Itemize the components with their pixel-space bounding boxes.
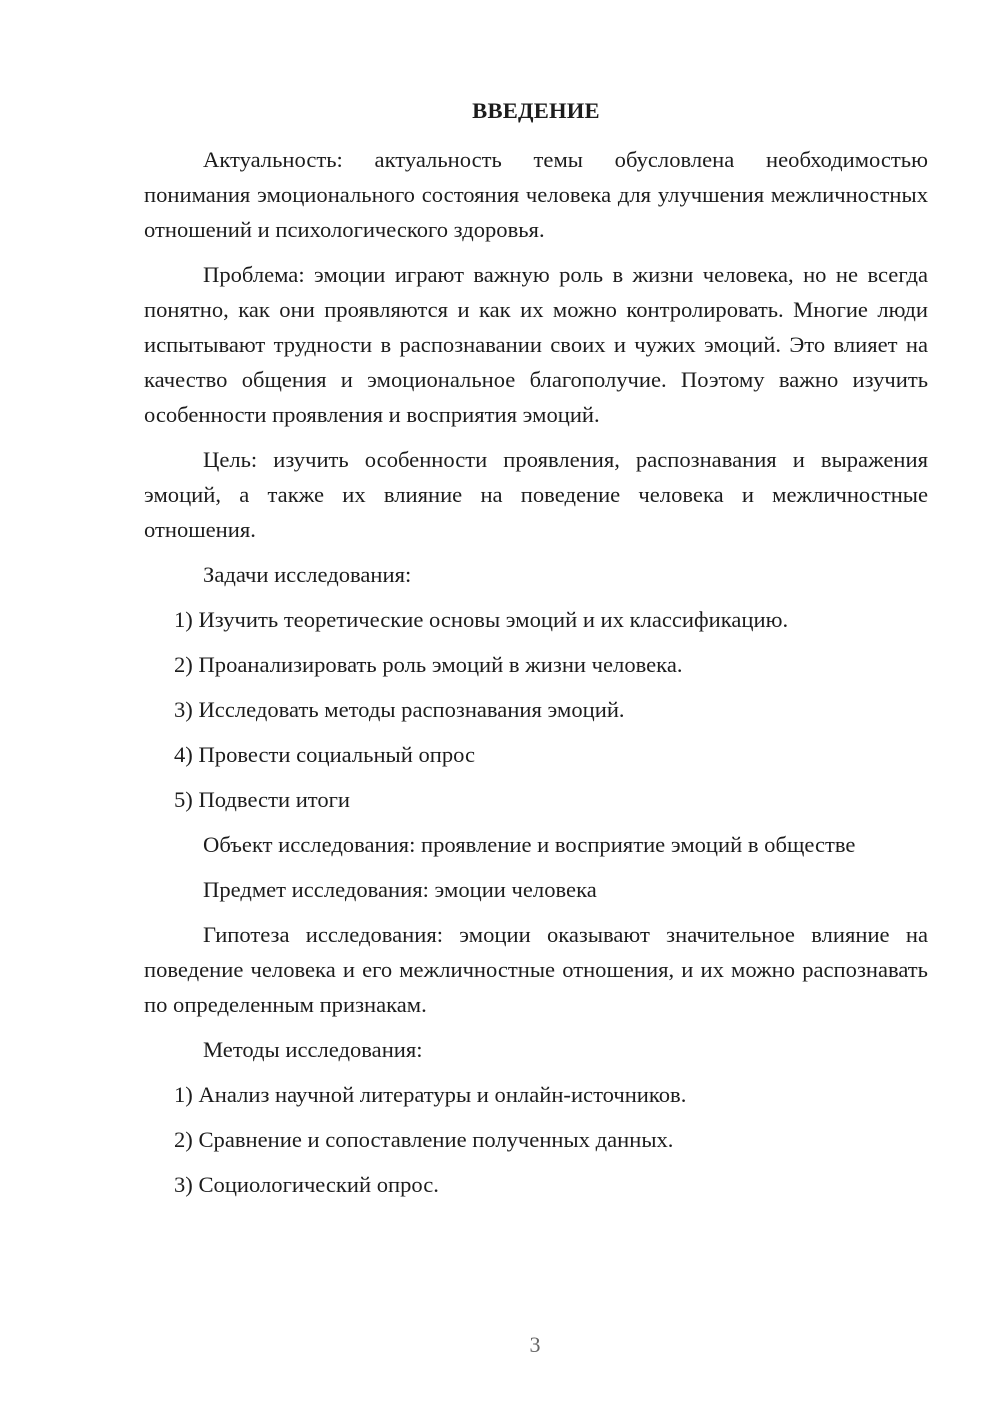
task-item: 5) Подвести итоги [174,787,351,812]
method-item: 3) Социологический опрос. [174,1172,439,1197]
problem-paragraph: Проблема: эмоции играют важную роль в жизни человека, но не всегда понятно, как они проявляются и как их можно контролировать. Многие люди испытывают трудности в распознавании своих и чужих эмоций. Это влияет на качество общения и эмоциональное благополучие. Поэтому важно изучить особенности проявления и восприятия эмоций. [144,262,928,427]
goal-paragraph: Цель: изучить особенности проявления, распознавания и выражения эмоций, а также их влияние на поведение человека и межличностные отношения. [144,447,928,542]
actuality-paragraph: Актуальность: актуальность темы обусловлена необходимостью понимания эмоционального состояния человека для улучшения межличностных отношений и психологического здоровья. [144,147,928,242]
tasks-heading: Задачи исследования: [203,562,412,587]
method-item: 2) Сравнение и сопоставление полученных данных. [174,1127,674,1152]
hypothesis-paragraph: Гипотеза исследования: эмоции оказывают значительное влияние на поведение человека и его межличностные отношения, и их можно распознавать по определенным признакам. [144,922,928,1017]
task-item: 2) Проанализировать роль эмоций в жизни человека. [174,652,683,677]
subject-line: Предмет исследования: эмоции человека [203,877,597,902]
object-line: Объект исследования: проявление и восприятие эмоций в обществе [203,832,856,857]
page-number: 3 [529,1332,541,1357]
tasks-list [144,602,928,817]
task-item: 3) Исследовать методы распознавания эмоций. [174,697,625,722]
methods-list [144,1077,928,1202]
methods-heading: Методы исследования: [203,1037,423,1062]
task-item: 1) Изучить теоретические основы эмоций и их классификацию. [174,607,789,632]
task-item: 4) Провести социальный опрос [174,742,476,767]
document-page [144,94,928,1212]
section-title: ВВЕДЕНИЕ [472,98,600,123]
method-item: 1) Анализ научной литературы и онлайн-источников. [174,1082,687,1107]
